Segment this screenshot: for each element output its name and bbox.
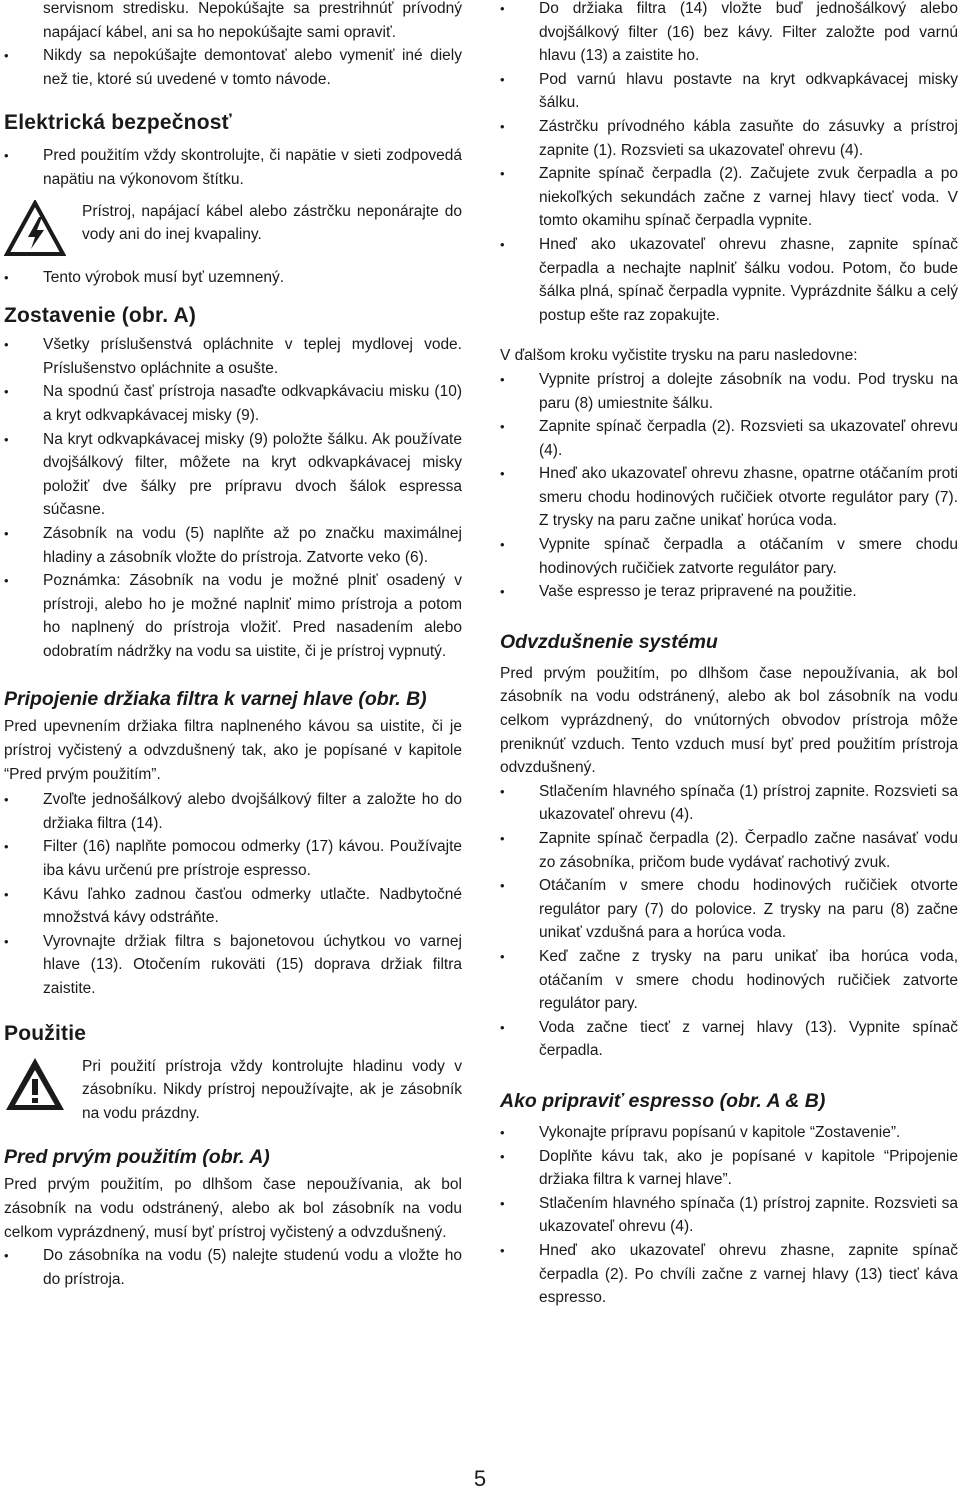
list-item: • Zapnite spínač čerpadla (2). Čerpadlo začne nasávať vodu zo zásobníka, pričom bude vydávať rachotivý zvuk.	[500, 827, 958, 874]
page-number: 5	[473, 1466, 487, 1491]
list-item: • Do držiaka filtra (14) vložte buď jednošálkový alebo dvojšálkový filter (16) bez kávy. Filter založte pod varnú hlavu (13) a zaistite ho.	[500, 0, 958, 68]
list-item: • Zapnite spínač čerpadla (2). Začujete zvuk čerpadla a po niekoľkých sekundách začne z varnej hlavy tiecť voda. V tomto okamihu spínač čerpadla vypnite.	[500, 162, 958, 233]
list-item: • Hneď ako ukazovateľ ohrevu zhasne, opatrne otáčaním proti smeru chodu hodinových ručičiek otvorte regulátor pary (7). Z trysky na paru začne unikať horúca voda.	[500, 462, 958, 533]
list-item: • Vypnite prístroj a dolejte zásobník na vodu. Pod trysku na paru (8) umiestnite šálku.	[500, 368, 958, 415]
list-item: • Filter (16) naplňte pomocou odmerky (17) kávou. Používajte iba kávu určenú pre prístroje espresso.	[4, 835, 462, 882]
first-use-text: Pred prvým použitím, po dlhšom čase nepoužívania, ak bol zásobník na vodu odstránený, alebo ak bol zásobník na vodu celkom vyprázdnený, musí byť prístroj vyčistený a odvzdušnený.	[4, 1176, 462, 1241]
assembly-list	[4, 333, 462, 663]
left-column	[4, 0, 462, 1291]
steam-nozzle-intro: V ďalšom kroku vyčistite trysku na paru nasledovne:	[500, 347, 858, 365]
list-item: • Pred použitím vždy skontrolujte, či napätie v sieti zodpovedá napätiu na výkonovom štítku.	[4, 144, 462, 191]
list-item: • Doplňte kávu tak, ako je popísané v kapitole “Pripojenie držiaka filtra k varnej hlave”.	[500, 1145, 958, 1192]
first-use-list	[4, 1244, 462, 1291]
list-item: • Do zásobníka na vodu (5) nalejte studenú vodu a vložte ho do prístroja.	[4, 1244, 462, 1291]
list-item: • Poznámka: Zásobník na vodu je možné plniť osadený v prístroji, alebo ho je možné naplniť mimo prístroja a potom ho naplnený do prístroja vložiť. Pred nasadením alebo odobratím nádržky na vodu sa uistite, či je prístroj vypnutý.	[4, 569, 462, 663]
intro-list	[4, 44, 462, 91]
list-item: • Zástrčku prívodného kábla zasuňte do zásuvky a prístroj zapnite (1). Rozsvieti sa ukazovateľ ohrevu (4).	[500, 115, 958, 162]
warning-icon	[4, 1055, 66, 1113]
list-item: • Na kryt odkvapkávacej misky (9) položte šálku. Ak používate dvojšálkový filter, môžete na kryt odkvapkávacej misky položiť dve šálky pre prípravu dvoch šálok espressa súčasne.	[4, 428, 462, 522]
list-item: • Na spodnú časť prístroja nasaďte odkvapkávaciu misku (10) a kryt odkvapkávacej misky (9).	[4, 380, 462, 427]
usage-warning-text: Pri použití prístroja vždy kontrolujte hladinu vody v zásobníku. Nikdy prístroj nepoužívajte, ak je zásobník na vodu prázdny.	[82, 1057, 462, 1122]
filter-holder-list	[4, 788, 462, 1000]
list-item: • Nikdy sa nepokúšajte demontovať alebo vymeniť iné diely než tie, ktoré sú uvedené v tomto návode.	[4, 44, 462, 91]
first-use-continued-list	[500, 0, 958, 327]
electric-safety-heading: Elektrická bezpečnosť	[4, 111, 232, 135]
electric-warning	[4, 200, 462, 258]
electric-hazard-icon	[4, 200, 66, 258]
espresso-list	[500, 1121, 958, 1310]
espresso-heading: Ako pripraviť espresso (obr. A & B)	[500, 1089, 826, 1112]
list-item: • Stlačením hlavného spínača (1) prístroj zapnite. Rozsvieti sa ukazovateľ ohrevu (4).	[500, 780, 958, 827]
venting-list	[500, 780, 958, 1063]
usage-warning	[4, 1055, 462, 1126]
list-item: • Zásobník na vodu (5) naplňte až po značku maximálnej hladiny a zásobník vložte do prístroja. Zatvorte veko (6).	[4, 522, 462, 569]
electric-warning-text: Prístroj, napájací kábel alebo zástrčku neponárajte do vody ani do inej kvapaliny.	[82, 202, 462, 244]
list-item: • Voda začne tiecť z varnej hlavy (13). Vypnite spínač čerpadla.	[500, 1016, 958, 1063]
list-item: • Zvoľte jednošálkový alebo dvojšálkový filter a založte ho do držiaka filtra (14).	[4, 788, 462, 835]
assembly-heading: Zostavenie (obr. A)	[4, 304, 197, 328]
list-item: • Zapnite spínač čerpadla (2). Rozsvieti sa ukazovateľ ohrevu (4).	[500, 415, 958, 462]
list-item: • Hneď ako ukazovateľ ohrevu zhasne, zapnite spínač čerpadla a nechajte naplniť šálku vodou. Potom, čo bude šálka plná, spínač čerpadla vypnite. Vyprázdnite šálku a celý postup ešte raz zopakujte.	[500, 233, 958, 327]
list-item: • Vyrovnajte držiak filtra s bajonetovou úchytkou vo varnej hlave (13). Otočením rukoväti (15) doprava držiak filtra zaistite.	[4, 930, 462, 1001]
list-item: • Vykonajte prípravu popísanú v kapitole “Zostavenie”.	[500, 1121, 958, 1145]
list-item: • Otáčaním v smere chodu hodinových ručičiek otvorte regulátor pary (7) do polovice. Z trysky na paru (8) začne unikať vzdušná para a horúca voda.	[500, 874, 958, 945]
electric-safety-list	[4, 144, 462, 191]
list-item: • Tento výrobok musí byť uzemnený.	[4, 266, 462, 290]
filter-holder-heading: Pripojenie držiaka filtra k varnej hlave (obr. B)	[4, 688, 427, 711]
right-column	[500, 0, 958, 1310]
list-item: • Keď začne z trysky na paru unikať iba horúca voda, otáčaním v smere chodu hodinových ručičiek zatvorte regulátor pary.	[500, 945, 958, 1016]
list-item: • Hneď ako ukazovateľ ohrevu zhasne, zapnite spínač čerpadla (2). Po chvíli začne z varnej hlavy (13) tiecť káva espresso.	[500, 1239, 958, 1310]
grounding-list	[4, 266, 462, 290]
list-item: • Kávu ľahko zadnou časťou odmerky utlačte. Nadbytočné množstvá kávy odstráňte.	[4, 883, 462, 930]
venting-heading: Odvzdušnenie systému	[500, 630, 718, 653]
list-item: • Pod varnú hlavu postavte na kryt odkvapkávacej misky šálku.	[500, 68, 958, 115]
list-item: • Vaše espresso je teraz pripravené na použitie.	[500, 580, 958, 604]
usage-heading: Použitie	[4, 1021, 87, 1045]
venting-text: Pred prvým použitím, po dlhšom čase nepoužívania, ak bol zásobník na vodu odstránený, alebo ak bol zásobník na vodu celkom vyprázdnený, do vnútorných obvodov prístroja môže preniknúť vzduch. Tento vzduch musí byť pred použitím prístroja odvzdušnený.	[500, 664, 958, 777]
list-item: • Stlačením hlavného spínača (1) prístroj zapnite. Rozsvieti sa ukazovateľ ohrevu (4).	[500, 1192, 958, 1239]
filter-holder-text: Pred upevnením držiaka filtra naplneného kávou sa uistite, či je prístroj vyčistený a odvzdušnený tak, ako je popísané v kapitole “Pred prvým použitím”.	[4, 718, 462, 783]
steam-nozzle-list	[500, 368, 958, 604]
first-use-heading: Pred prvým použitím (obr. A)	[4, 1146, 270, 1169]
intro-text: servisnom stredisku. Nepokúšajte sa prestrihnúť prívodný napájací kábel, ani sa ho nepokúšajte sami opraviť.	[43, 0, 462, 41]
list-item: • Vypnite spínač čerpadla a otáčaním v smere chodu hodinových ručičiek zatvorte regulátor pary.	[500, 533, 958, 580]
list-item: • Všetky príslušenstvá opláchnite v teplej mydlovej vode. Príslušenstvo opláchnite a osušte.	[4, 333, 462, 380]
